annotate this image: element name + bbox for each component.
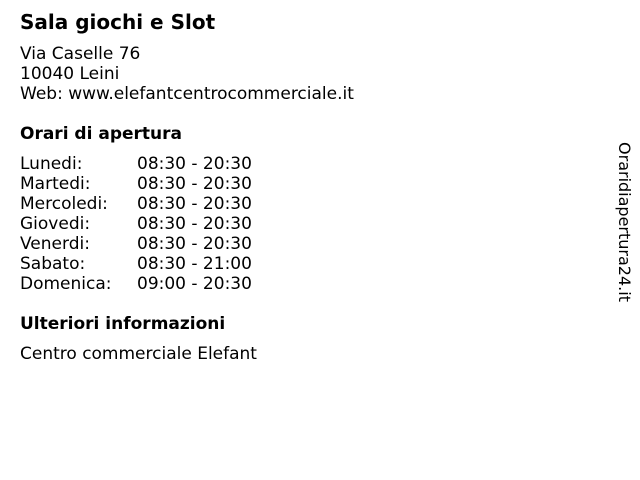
hours-row-thursday <box>20 214 252 234</box>
hours-row-tuesday <box>20 174 252 194</box>
day-label: Martedi: <box>20 174 91 194</box>
time-range: 09:00 - 20:30 <box>137 274 252 294</box>
opening-hours-table <box>20 154 252 294</box>
day-label: Sabato: <box>20 254 86 274</box>
opening-hours-heading: Orari di apertura <box>20 124 182 144</box>
day-label: Lunedi: <box>20 154 83 174</box>
time-range: 08:30 - 20:30 <box>137 174 252 194</box>
hours-row-wednesday <box>20 194 252 214</box>
hours-row-friday <box>20 234 252 254</box>
time-range: 08:30 - 20:30 <box>137 154 252 174</box>
hours-row-sunday <box>20 274 252 294</box>
hours-row-saturday <box>20 254 252 274</box>
day-label: Giovedi: <box>20 214 91 234</box>
address-block <box>20 44 354 104</box>
more-info-heading: Ulteriori informazioni <box>20 314 226 334</box>
day-label: Venerdi: <box>20 234 90 254</box>
time-range: 08:30 - 20:30 <box>137 234 252 254</box>
site-watermark: Oraridiapertura24.it <box>615 142 634 302</box>
day-label: Mercoledi: <box>20 194 108 214</box>
business-name: Sala giochi e Slot <box>20 10 216 34</box>
time-range: 08:30 - 21:00 <box>137 254 252 274</box>
more-info-text: Centro commerciale Elefant <box>20 344 257 364</box>
city-postcode: 10040 Leini <box>20 64 120 84</box>
website-link[interactable]: Web: www.elefantcentrocommerciale.it <box>20 84 354 104</box>
day-label: Domenica: <box>20 274 112 294</box>
hours-row-monday <box>20 154 252 174</box>
time-range: 08:30 - 20:30 <box>137 214 252 234</box>
time-range: 08:30 - 20:30 <box>137 194 252 214</box>
street-address: Via Caselle 76 <box>20 44 141 64</box>
